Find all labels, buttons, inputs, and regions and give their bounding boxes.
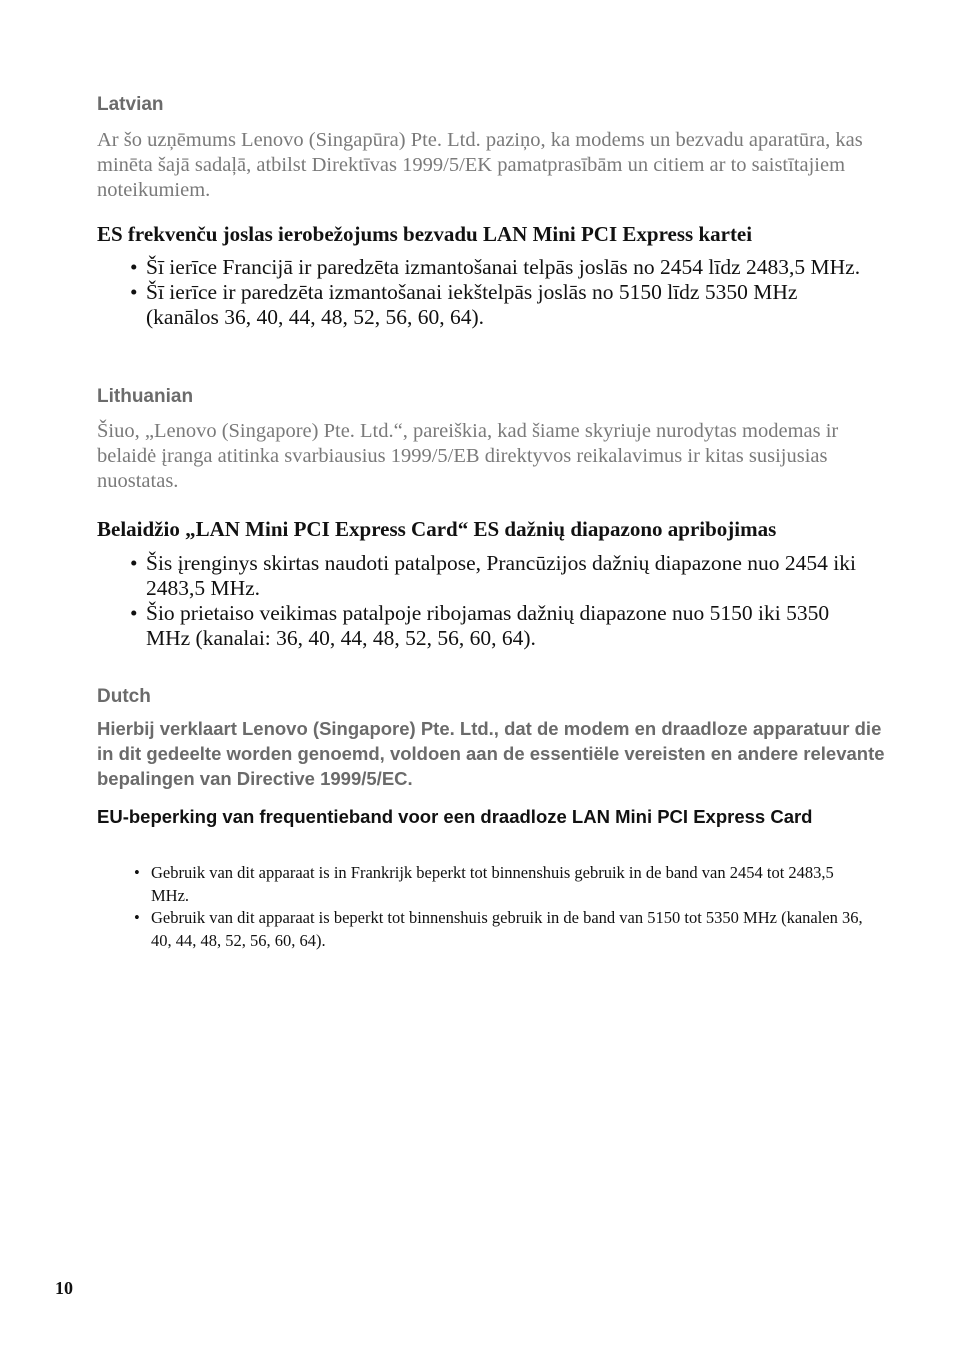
page-number: 10	[55, 1278, 73, 1298]
latvian-heading: Latvian	[97, 94, 164, 115]
lithuanian-heading: Lithuanian	[97, 386, 194, 407]
list-item	[134, 907, 874, 952]
list-item	[130, 601, 870, 651]
list-item-text: Gebruik van dit apparaat is in Frankrijk beperkt tot binnenshuis gebruik in de band van 2454 tot 2483,5 MHz.	[151, 863, 834, 905]
list-item-text: Šī ierīce Francijā ir paredzēta izmantošanai telpās joslās no 2454 līdz 2483,5 MHz.	[146, 255, 861, 279]
lithuanian-statement: Šiuo, „Lenovo (Singapore) Pte. Ltd.“, pareiškia, kad šiame skyriuje nurodytas modemas ir belaidė įranga atitinka svarbiausius 1999/5/EB direktyvos reikalavimus ir kitas susijusias nuostatas.	[97, 420, 839, 492]
dutch-restriction-heading: EU-beperking van frequentieband voor een draadloze LAN Mini PCI Express Card	[97, 806, 813, 827]
list-item-text: Šio prietaiso veikimas patalpoje ribojamas dažnių diapazone nuo 5150 iki 5350 MHz (kanalai: 36, 40, 44, 48, 52, 56, 60, 64).	[146, 601, 830, 650]
list-item	[134, 862, 874, 907]
bullet-icon: •	[134, 908, 140, 927]
latvian-restriction-heading: ES frekvenču joslas ierobežojums bezvadu LAN Mini PCI Express kartei	[97, 222, 753, 246]
list-item-text: Šī ierīce ir paredzēta izmantošanai iekštelpās joslās no 5150 līdz 5350 MHz (kanālos 36, 40, 44, 48, 52, 56, 60, 64).	[146, 280, 798, 329]
dutch-statement: Hierbij verklaart Lenovo (Singapore) Pte. Ltd., dat de modem en draadloze apparatuur die in dit gedeelte worden genoemd, voldoen aan de essentiële vereisten en andere relevante bepalingen van Directive 1999/5/EC.	[97, 718, 885, 789]
bullet-icon: •	[130, 551, 138, 575]
bullet-icon: •	[130, 255, 138, 279]
dutch-bullet-list	[134, 862, 874, 952]
bullet-icon: •	[130, 280, 138, 304]
dutch-heading: Dutch	[97, 686, 151, 707]
list-item	[130, 551, 870, 601]
list-item	[130, 280, 870, 330]
latvian-bullet-list	[130, 255, 870, 330]
lithuanian-restriction-heading: Belaidžio „LAN Mini PCI Express Card“ ES dažnių diapazono apribojimas	[97, 517, 777, 541]
bullet-icon: •	[134, 863, 140, 882]
latvian-statement: Ar šo uzņēmums Lenovo (Singapūra) Pte. Ltd. paziņo, ka modems un bezvadu aparatūra, kas minēta šajā sadaļā, atbilst Direktīvas 1999/5/EK pamatprasībām un citiem ar to saistītajiem noteikumiem.	[97, 129, 863, 201]
list-item-text: Šis įrenginys skirtas naudoti patalpose, Prancūzijos dažnių diapazone nuo 2454 iki 2483,5 MHz.	[146, 551, 856, 600]
lithuanian-bullet-list	[130, 551, 870, 651]
bullet-icon: •	[130, 601, 138, 625]
list-item-text: Gebruik van dit apparaat is beperkt tot binnenshuis gebruik in de band van 5150 tot 5350 MHz (kanalen 36, 40, 44, 48, 52, 56, 60, 64).	[151, 908, 863, 950]
list-item	[130, 255, 870, 280]
